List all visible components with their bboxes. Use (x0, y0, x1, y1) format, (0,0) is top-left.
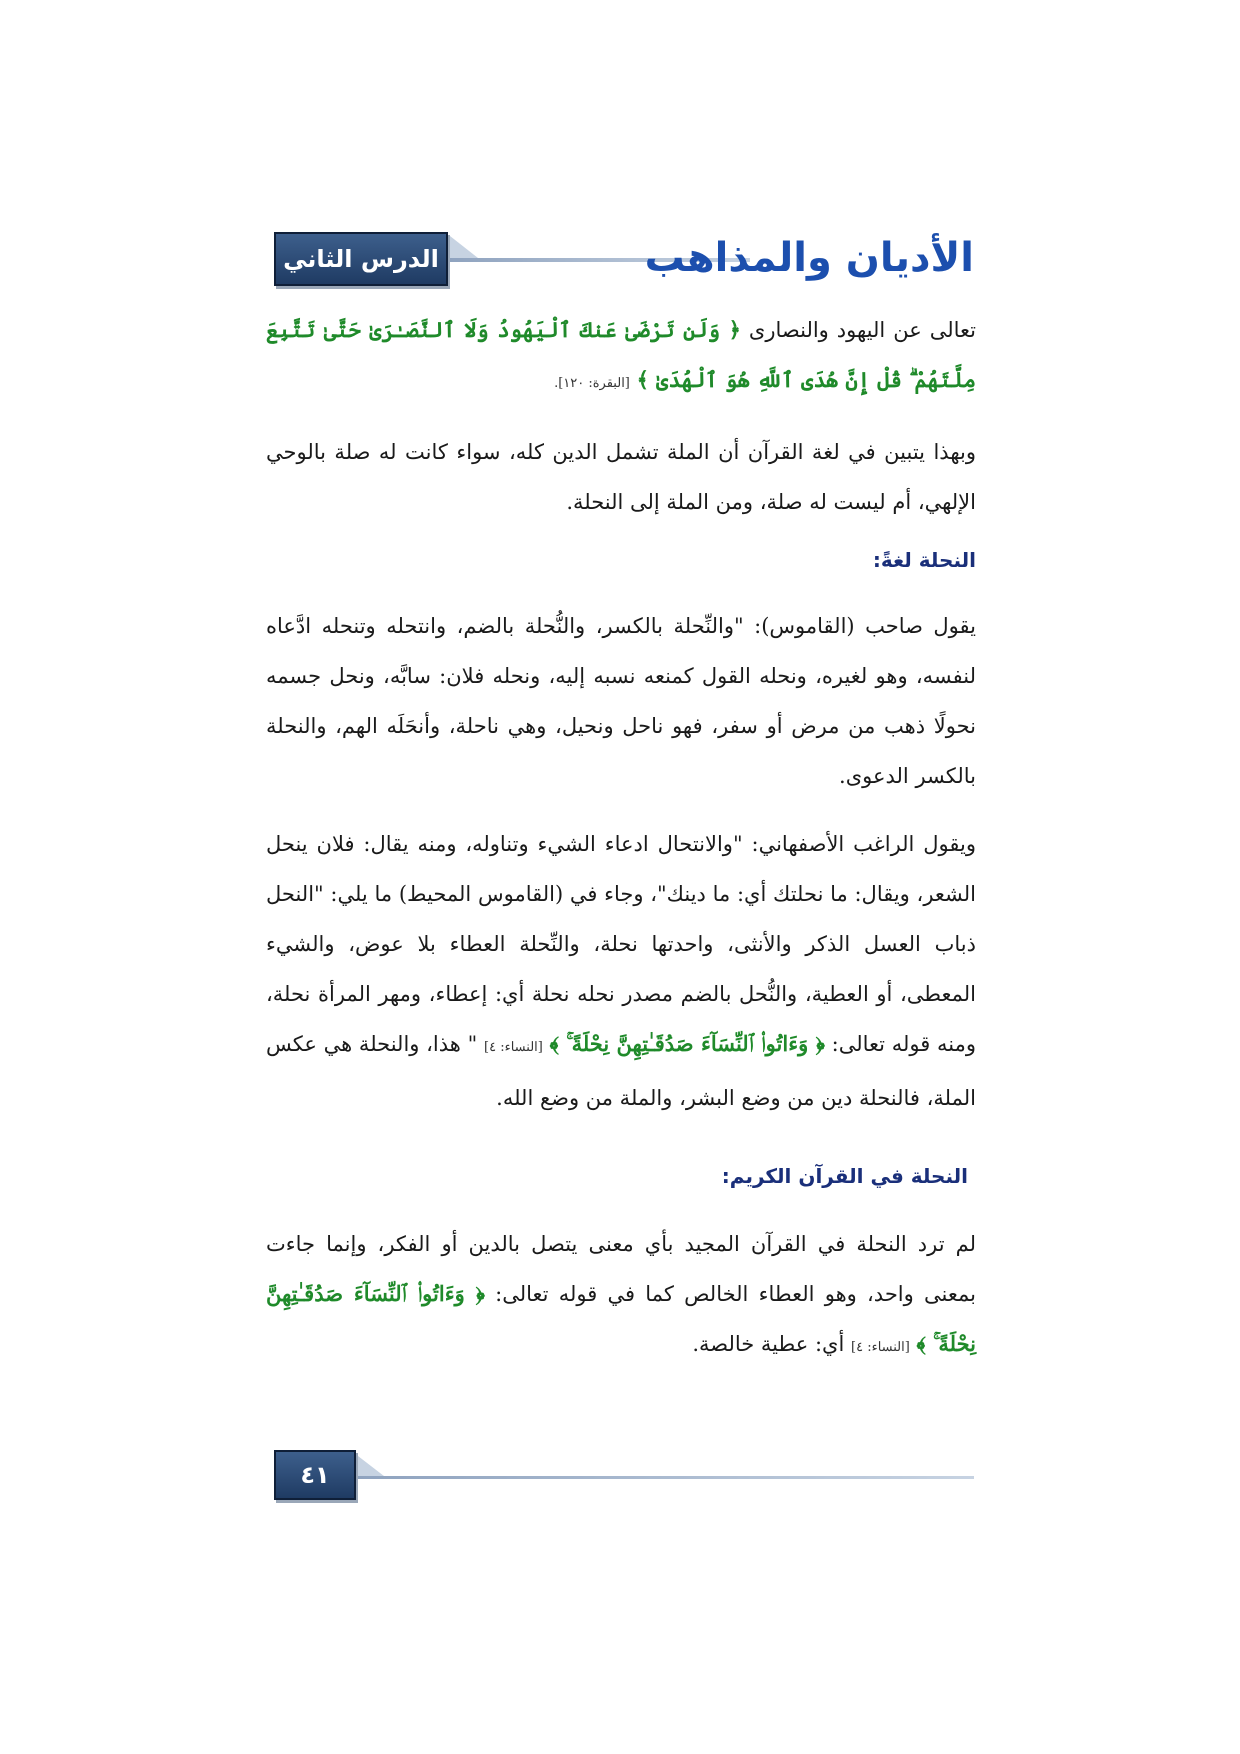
page-number: ٤١ (274, 1450, 356, 1500)
paragraph-5 (266, 1219, 976, 1373)
verse-reference: [النساء: ٤] (851, 1340, 910, 1355)
page-title: الأديان والمذاهب (644, 235, 974, 281)
page-footer (274, 1450, 974, 1510)
paragraph-2: وبهذا يتبين في لغة القرآن أن الملة تشمل الدين كله، سواء كانت له صلة بالوحي الإلهي، أم ليست له صلة، ومن الملة إلى النحلة. (266, 440, 976, 514)
paragraph-1 (266, 305, 976, 409)
section-heading-nahla-quran: النحلة في القرآن الكريم: (721, 1164, 968, 1188)
paragraph-text: لم ترد النحلة في القرآن المجيد بأي معنى يتصل بالدين أو الفكر، وإنما جاءت بمعنى واحد، وهو العطاء الخالص كما في قوله تعالى: (266, 1232, 976, 1306)
page-header (274, 228, 974, 288)
verse-reference: [البقرة: ١٢٠]. (554, 376, 630, 391)
paragraph-text-tail: أي: عطية خالصة. (692, 1332, 845, 1356)
paragraph-text: تعالى عن اليهود والنصارى (740, 318, 976, 342)
paragraph-4 (266, 819, 976, 1123)
paragraph-3: يقول صاحب (القاموس): "والنِّحلة بالكسر، والنُّحلة بالضم، وانتحله وتنحله ادَّعاه لنفسه، وهو لغيره، ونحله القول كمنعه نسبه إليه، ونحله فلان: سابَّه، ونحل جسمه نحولًا ذهب من مرض أو سفر، فهو ناحل ونحيل، وهي ناحلة، وأنحَلَه الهم، والنحلة بالكسر الدعوى. (266, 614, 976, 788)
paragraph-text: ويقول الراغب الأصفهاني: "والانتحال ادعاء الشيء وتناوله، ومنه يقال: فلان ينحل الشعر، ويقال: ما نحلتك أي: ما دينك"، وجاء في (القاموس المحيط) ما يلي: "النحل ذباب العسل الذكر والأنثى، واحدتها نحلة، والنِّحلة العطاء بلا عوض، والشيء المعطى، أو العطية، والنُّحل بالضم مصدر نحله نحلة أي: إعطاء، ومهر المرأة نحلة، ومنه قوله تعالى: (266, 832, 976, 1056)
page-body (266, 305, 976, 1373)
quran-verse: ﴿ وَلَن تَرْضَىٰ عَنكَ ٱلْيَهُودُ وَلَا ٱلنَّصَـٰرَىٰ حَتَّىٰ تَتَّبِعَ مِلَّتَهُمْ ۗ قُلْ إِنَّ هُدَى ٱللَّهِ هُوَ ٱلْهُدَىٰ ﴾ (266, 317, 976, 392)
section-heading-nahla-language: النحلة لغةً: (872, 548, 976, 572)
verse-reference: [النساء: ٤] (483, 1040, 543, 1055)
footer-divider (358, 1476, 974, 1479)
quran-verse: ﴿ وَءَاتُوا۟ ٱلنِّسَآءَ صَدُقَـٰتِهِنَّ نِحْلَةً ۚ ﴾ (266, 1281, 976, 1356)
paragraph-text-tail: " هذا، والنحلة هي عكس الملة، فالنحلة دين من وضع البشر، والملة من وضع الله. (266, 1032, 976, 1110)
quran-verse: ﴿ وَءَاتُوا۟ ٱلنِّسَآءَ صَدُقَـٰتِهِنَّ نِحْلَةً ۚ ﴾ (549, 1031, 825, 1056)
lesson-badge: الدرس الثاني (274, 232, 448, 286)
